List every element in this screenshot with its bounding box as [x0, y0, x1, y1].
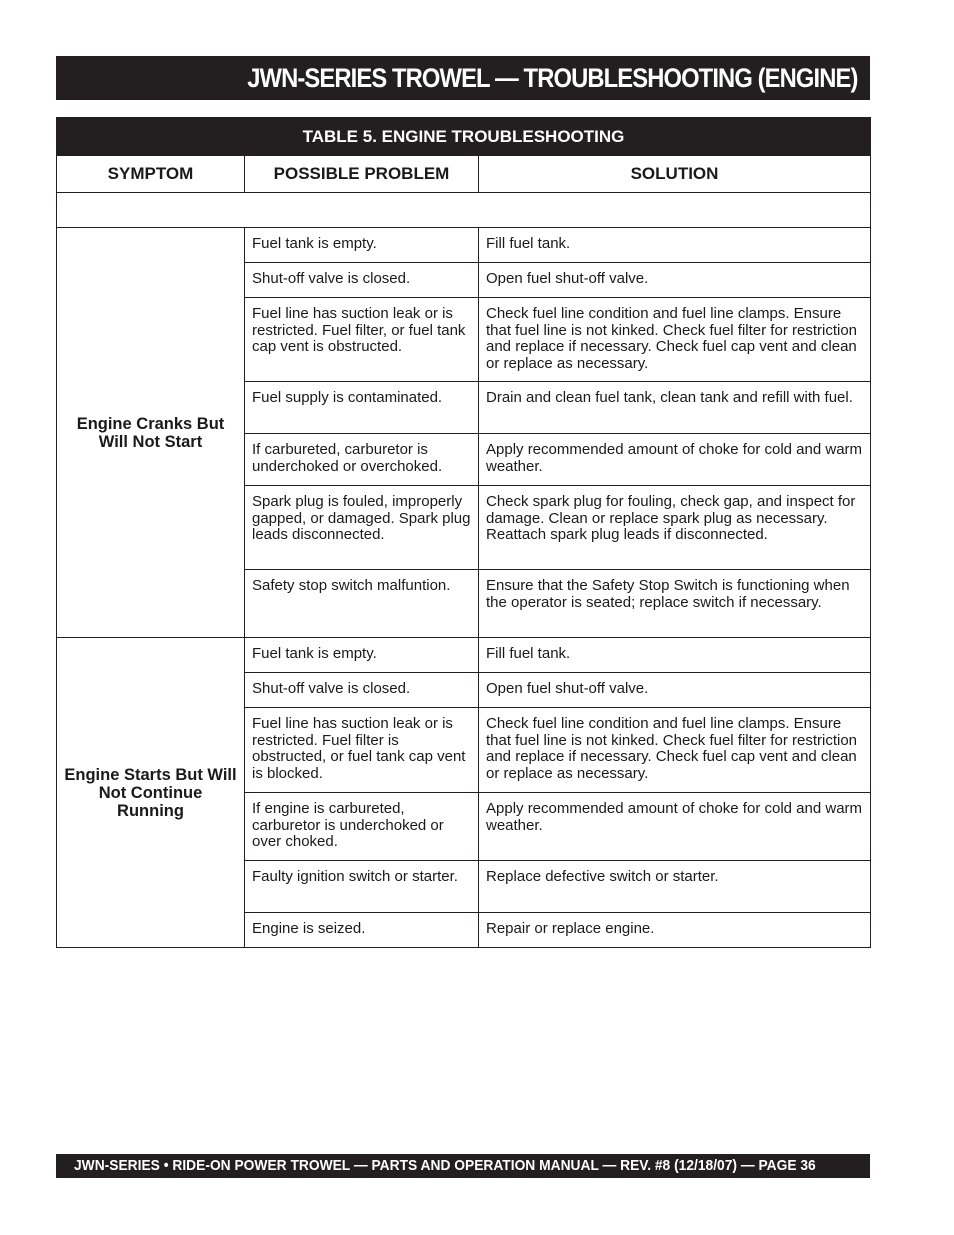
problem-cell: Fuel supply is contaminated.: [245, 382, 479, 434]
page-title-bar: [56, 56, 870, 100]
solution-cell: Apply recommended amount of choke for cold and warm weather.: [479, 434, 871, 486]
page-footer: JWN-SERIES • RIDE-ON POWER TROWEL — PARTS AND OPERATION MANUAL — REV. #8 (12/18/07) — PAGE 36: [74, 1157, 816, 1174]
problem-cell: If engine is carbureted, carburetor is underchoked or over choked.: [245, 793, 479, 861]
problem-cell: If carbureted, carburetor is underchoked or overchoked.: [245, 434, 479, 486]
header-possible-problem: POSSIBLE PROBLEM: [245, 156, 479, 193]
solution-cell: Drain and clean fuel tank, clean tank and refill with fuel.: [479, 382, 871, 434]
problem-cell: Fuel tank is empty.: [245, 228, 479, 263]
solution-cell: Apply recommended amount of choke for cold and warm weather.: [479, 793, 871, 861]
problem-cell: Shut-off valve is closed.: [245, 263, 479, 298]
symptom-cell: Engine Cranks But Will Not Start: [57, 228, 245, 638]
table-row: [57, 228, 871, 263]
page-footer-bar: [56, 1154, 870, 1178]
solution-cell: Ensure that the Safety Stop Switch is functioning when the operator is seated; replace switch if necessary.: [479, 570, 871, 638]
solution-cell: Open fuel shut-off valve.: [479, 673, 871, 708]
problem-cell: Fuel tank is empty.: [245, 638, 479, 673]
problem-cell: Safety stop switch malfuntion.: [245, 570, 479, 638]
table-row: [57, 638, 871, 673]
solution-cell: Check fuel line condition and fuel line clamps. Ensure that fuel line is not kinked. Check fuel filter for restriction and replace if necessary. Check fuel cap vent and clean or replace as necessary.: [479, 708, 871, 793]
symptom-cell: Engine Starts But Will Not Continue Running: [57, 638, 245, 948]
engine-troubleshooting-table: [56, 117, 871, 948]
problem-cell: Spark plug is fouled, improperly gapped, or damaged. Spark plug leads disconnected.: [245, 486, 479, 570]
table-spacer-row: [57, 193, 871, 228]
table-caption: TABLE 5. ENGINE TROUBLESHOOTING: [57, 118, 871, 156]
solution-cell: Fill fuel tank.: [479, 638, 871, 673]
page-title: JWN-SERIES TROWEL — TROUBLESHOOTING (ENGINE): [247, 63, 858, 93]
solution-cell: Replace defective switch or starter.: [479, 861, 871, 913]
solution-cell: Check fuel line condition and fuel line clamps. Ensure that fuel line is not kinked. Check fuel filter for restriction and replace if necessary. Check fuel cap vent and clean or replace as necessary.: [479, 298, 871, 382]
header-solution: SOLUTION: [479, 156, 871, 193]
solution-cell: Check spark plug for fouling, check gap, and inspect for damage. Clean or replace spark plug as necessary. Reattach spark plug leads if disconnected.: [479, 486, 871, 570]
problem-cell: Fuel line has suction leak or is restricted. Fuel filter is obstructed, or fuel tank cap vent is blocked.: [245, 708, 479, 793]
header-symptom: SYMPTOM: [57, 156, 245, 193]
table-spacer-cell: [57, 193, 871, 228]
table-caption-row: [57, 118, 871, 156]
problem-cell: Faulty ignition switch or starter.: [245, 861, 479, 913]
solution-cell: Open fuel shut-off valve.: [479, 263, 871, 298]
solution-cell: Fill fuel tank.: [479, 228, 871, 263]
problem-cell: Engine is seized.: [245, 913, 479, 948]
table-header-row: [57, 156, 871, 193]
problem-cell: Shut-off valve is closed.: [245, 673, 479, 708]
solution-cell: Repair or replace engine.: [479, 913, 871, 948]
problem-cell: Fuel line has suction leak or is restricted. Fuel filter, or fuel tank cap vent is obstructed.: [245, 298, 479, 382]
